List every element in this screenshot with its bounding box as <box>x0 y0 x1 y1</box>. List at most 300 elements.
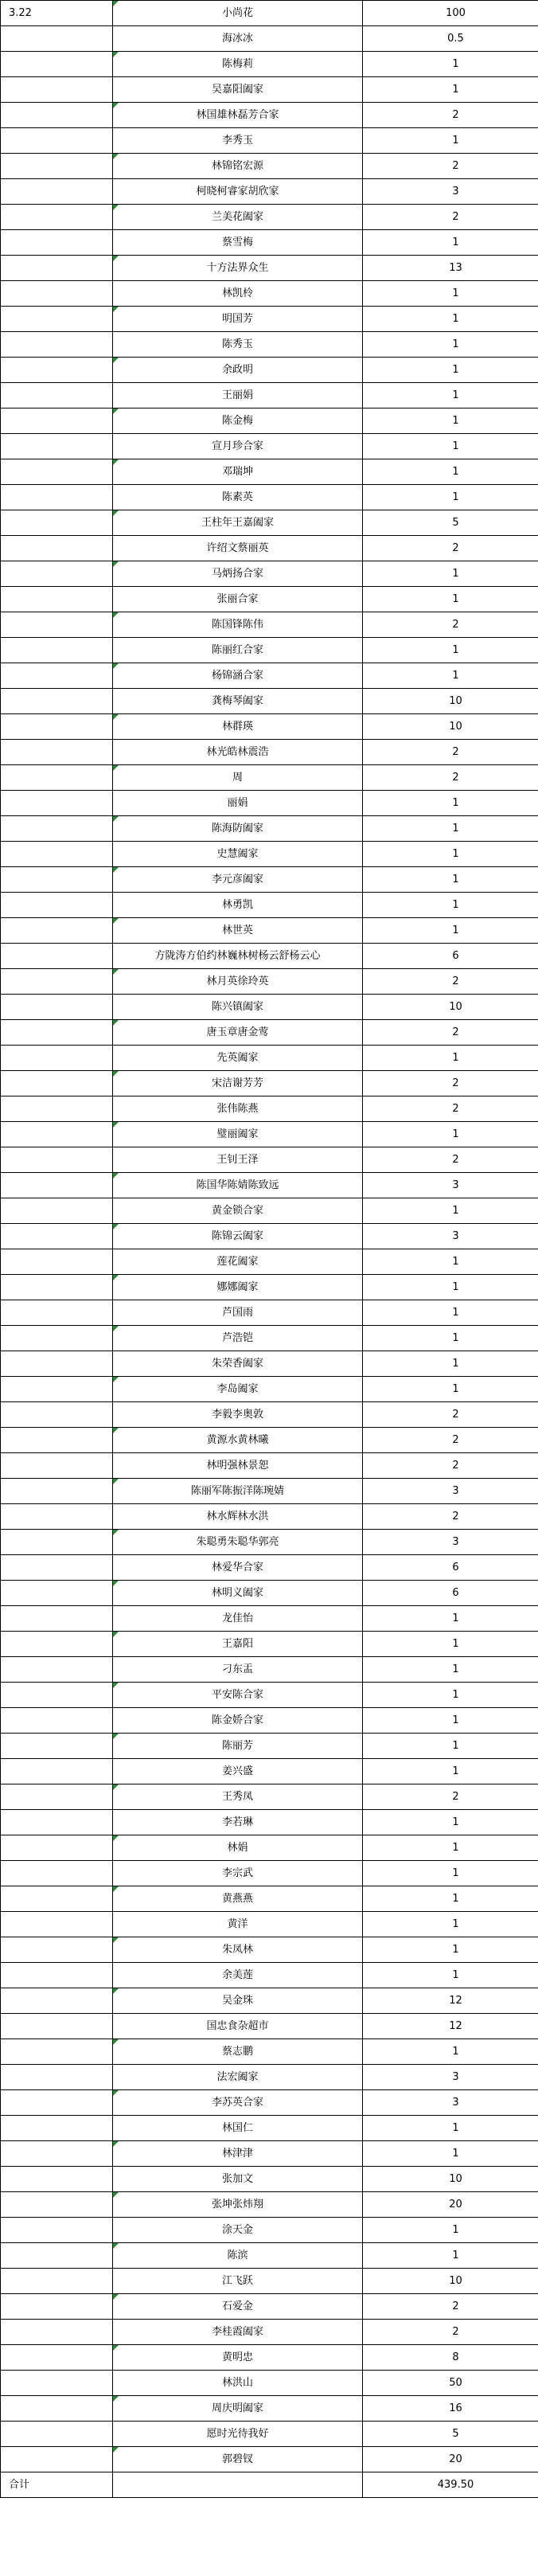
table-row <box>1 2167 538 2192</box>
date-cell <box>1 663 113 689</box>
date-cell <box>1 1147 113 1173</box>
donor-name: 余政明 <box>221 364 253 376</box>
date-cell <box>1 307 113 332</box>
cell-marker-icon <box>113 2039 119 2045</box>
cell-marker-icon <box>113 1071 119 1077</box>
cell-marker-icon <box>113 2396 119 2402</box>
date-cell <box>1 612 113 638</box>
amount-cell: 1 <box>363 2218 538 2243</box>
table-row <box>1 638 538 663</box>
donor-name: 黄金锁合家 <box>211 1205 263 1217</box>
donor-name-cell <box>113 2090 363 2116</box>
date-cell <box>1 332 113 358</box>
donor-name: 陈滨 <box>227 2250 248 2261</box>
table-row <box>1 995 538 1020</box>
cell-marker-icon <box>113 561 119 567</box>
cell-marker-icon <box>113 1835 119 1841</box>
table-body <box>1 1 538 2472</box>
table-row <box>1 765 538 791</box>
cell-marker-icon <box>113 307 119 312</box>
cell-marker-icon <box>113 1020 119 1026</box>
amount-cell: 1 <box>363 1734 538 1759</box>
donor-name: 张加文 <box>221 2173 253 2185</box>
date-cell <box>1 867 113 893</box>
table-row <box>1 1555 538 1581</box>
cell-marker-icon <box>113 1428 119 1433</box>
amount-cell: 1 <box>363 281 538 307</box>
table-row <box>1 2065 538 2090</box>
amount-cell: 1 <box>363 2039 538 2065</box>
donor-name-cell <box>113 1275 363 1300</box>
amount-cell: 12 <box>363 1988 538 2014</box>
date-cell <box>1 1351 113 1377</box>
donor-name-cell <box>113 2192 363 2218</box>
amount-cell: 1 <box>363 1810 538 1835</box>
date-cell <box>1 1096 113 1122</box>
date-cell <box>1 1 113 26</box>
date-cell <box>1 791 113 816</box>
donor-name-cell <box>113 714 363 740</box>
cell-marker-icon <box>113 1122 119 1128</box>
table-row <box>1 1351 538 1377</box>
date-cell <box>1 689 113 714</box>
donor-name-cell <box>113 1402 363 1428</box>
amount-cell: 1 <box>363 1632 538 1657</box>
donor-name-cell <box>113 587 363 612</box>
donor-name-cell <box>113 332 363 358</box>
donor-name: 朱凤林 <box>221 1944 253 1956</box>
date-cell <box>1 1402 113 1428</box>
donor-name: 陈兴镇阖家 <box>211 1001 263 1013</box>
table-row <box>1 689 538 714</box>
table-row <box>1 2141 538 2167</box>
donor-name: 林国仁 <box>221 2122 253 2134</box>
donor-name-cell <box>113 128 363 154</box>
donor-name-cell <box>113 1 363 26</box>
donor-name-cell <box>113 26 363 52</box>
donor-name: 王柱年王嘉阖家 <box>201 517 274 529</box>
date-cell <box>1 2422 113 2447</box>
donor-name-cell <box>113 281 363 307</box>
date-cell <box>1 230 113 256</box>
donor-name-cell <box>113 2320 363 2345</box>
table-row <box>1 485 538 510</box>
date-cell <box>1 1632 113 1657</box>
amount-cell: 2 <box>363 2294 538 2320</box>
cell-marker-icon <box>113 510 119 516</box>
table-row <box>1 893 538 918</box>
table-row <box>1 281 538 307</box>
date-cell <box>1 944 113 969</box>
donor-name: 林勇凯 <box>221 899 253 911</box>
table-row <box>1 2192 538 2218</box>
cell-marker-icon <box>113 1173 119 1179</box>
table-row <box>1 1071 538 1096</box>
date-cell <box>1 1963 113 1988</box>
amount-cell: 10 <box>363 689 538 714</box>
table-row <box>1 1708 538 1734</box>
table-row <box>1 1632 538 1657</box>
date-cell <box>1 1504 113 1530</box>
donor-name: 柯晓柯睿家胡欣家 <box>196 186 279 197</box>
table-row <box>1 230 538 256</box>
date-cell <box>1 1224 113 1249</box>
donor-name-cell <box>113 2218 363 2243</box>
donor-name: 林月英徐玲英 <box>206 975 269 987</box>
date-cell <box>1 1530 113 1555</box>
table-row <box>1 77 538 103</box>
table-row <box>1 1861 538 1886</box>
cell-marker-icon <box>113 969 119 975</box>
date-cell <box>1 408 113 434</box>
date-cell <box>1 1581 113 1606</box>
amount-cell: 1 <box>363 1759 538 1784</box>
table-row <box>1 1937 538 1963</box>
amount-cell: 1 <box>363 434 538 459</box>
donor-name-cell <box>113 256 363 281</box>
donor-name: 十方法界众生 <box>206 262 269 274</box>
donor-name: 陈金娇合家 <box>211 1714 263 1726</box>
amount-cell: 1 <box>363 128 538 154</box>
donor-name: 陈锦云阖家 <box>211 1230 263 1242</box>
date-cell <box>1 765 113 791</box>
table-row <box>1 459 538 485</box>
date-cell <box>1 2243 113 2269</box>
date-cell <box>1 1020 113 1046</box>
donor-name-cell <box>113 969 363 995</box>
table-row <box>1 2396 538 2422</box>
amount-cell: 1 <box>363 358 538 383</box>
donor-name: 李宗武 <box>221 1867 253 1879</box>
date-cell <box>1 281 113 307</box>
donor-name: 王嘉阳 <box>221 1638 253 1650</box>
donor-name: 杨锦涵合家 <box>211 670 263 682</box>
donor-name: 法宏阖家 <box>216 2071 259 2083</box>
amount-cell: 50 <box>363 2371 538 2396</box>
donor-name-cell <box>113 230 363 256</box>
donor-name: 方陇涛方伯约林巍林树杨云舒杨云心 <box>154 950 321 962</box>
date-cell <box>1 2167 113 2192</box>
amount-cell: 1 <box>363 1046 538 1071</box>
donor-name: 璧丽阖家 <box>216 1128 259 1140</box>
amount-cell: 5 <box>363 510 538 536</box>
donor-name: 李桂霞阖家 <box>211 2326 263 2338</box>
date-cell <box>1 2320 113 2345</box>
donor-name-cell <box>113 1504 363 1530</box>
date-cell <box>1 1657 113 1683</box>
amount-cell: 1 <box>363 383 538 408</box>
total-row <box>1 2472 538 2498</box>
cell-marker-icon <box>113 358 119 363</box>
amount-cell: 100 <box>363 1 538 26</box>
date-cell <box>1 816 113 842</box>
amount-cell: 10 <box>363 995 538 1020</box>
cell-marker-icon <box>113 2090 119 2096</box>
amount-cell: 3 <box>363 1224 538 1249</box>
amount-cell: 1 <box>363 791 538 816</box>
donor-name: 江飞跃 <box>221 2275 253 2287</box>
donor-name-cell <box>113 2141 363 2167</box>
donor-name-cell <box>113 1759 363 1784</box>
donor-name-cell <box>113 1249 363 1275</box>
date-cell <box>1 26 113 52</box>
table-row <box>1 1988 538 2014</box>
donor-name-cell <box>113 944 363 969</box>
donor-name-cell <box>113 1453 363 1479</box>
donor-name-cell <box>113 1428 363 1453</box>
cell-marker-icon <box>113 408 119 414</box>
date-cell <box>1 1122 113 1147</box>
donor-name-cell <box>113 2243 363 2269</box>
donor-name: 王秀凤 <box>221 1791 253 1803</box>
donor-name-cell <box>113 1122 363 1147</box>
donor-name-cell <box>113 383 363 408</box>
table-row <box>1 2447 538 2472</box>
date-cell <box>1 1708 113 1734</box>
date-cell <box>1 52 113 77</box>
table-row <box>1 1657 538 1683</box>
donor-name: 邓瑞坤 <box>221 466 253 478</box>
date-cell <box>1 1377 113 1402</box>
table-row <box>1 332 538 358</box>
donor-name-cell <box>113 765 363 791</box>
donor-name-cell <box>113 1683 363 1708</box>
cell-marker-icon <box>113 1581 119 1586</box>
table-row <box>1 1810 538 1835</box>
cell-marker-icon <box>113 2294 119 2300</box>
donor-name-cell <box>113 561 363 587</box>
date-cell <box>1 2065 113 2090</box>
donor-name: 陈国锋陈伟 <box>211 619 263 631</box>
date-cell <box>1 1759 113 1784</box>
table-row <box>1 1326 538 1351</box>
donor-name-cell <box>113 893 363 918</box>
cell-marker-icon <box>113 612 119 618</box>
donor-name-cell <box>113 1555 363 1581</box>
amount-cell: 1 <box>363 867 538 893</box>
donor-name: 张坤张炜翔 <box>211 2199 263 2211</box>
table-row <box>1 2243 538 2269</box>
date-cell <box>1 1479 113 1504</box>
donor-name: 兰美花阖家 <box>211 211 263 223</box>
amount-cell: 1 <box>363 1683 538 1708</box>
date-cell <box>1 918 113 944</box>
date-cell <box>1 256 113 281</box>
table-row <box>1 816 538 842</box>
donor-name: 林国雄林磊芳合家 <box>196 109 279 121</box>
donor-name: 黄燕燕 <box>221 1893 253 1905</box>
table-row <box>1 1479 538 1504</box>
amount-cell: 20 <box>363 2192 538 2218</box>
cell-marker-icon <box>113 816 119 822</box>
donor-name: 小尚花 <box>221 7 253 19</box>
donor-name: 朱聪勇朱聪华郭亮 <box>196 1536 279 1548</box>
donor-name: 涂天金 <box>221 2224 253 2236</box>
cell-marker-icon <box>113 2447 119 2453</box>
amount-cell: 2 <box>363 1020 538 1046</box>
date-cell <box>1 1734 113 1759</box>
donor-name: 海冰冰 <box>221 33 253 45</box>
amount-cell: 1 <box>363 52 538 77</box>
donor-name-cell <box>113 2014 363 2039</box>
date-cell <box>1 2039 113 2065</box>
donor-name: 林洪山 <box>221 2377 253 2389</box>
amount-cell: 2 <box>363 103 538 128</box>
cell-marker-icon <box>113 1326 119 1331</box>
amount-cell: 1 <box>363 2141 538 2167</box>
amount-cell: 1 <box>363 1708 538 1734</box>
date-cell <box>1 969 113 995</box>
amount-cell: 1 <box>363 893 538 918</box>
donor-name-cell <box>113 1886 363 1912</box>
amount-cell: 1 <box>363 1300 538 1326</box>
donor-name-cell <box>113 408 363 434</box>
date-cell <box>1 587 113 612</box>
donor-name-cell <box>113 2422 363 2447</box>
table-row <box>1 128 538 154</box>
total-amount: 439.50 <box>363 2472 538 2498</box>
date-cell <box>1 1912 113 1937</box>
amount-cell: 3 <box>363 1173 538 1198</box>
table-row <box>1 842 538 867</box>
donor-name: 刁东盂 <box>221 1663 253 1675</box>
donor-name-cell <box>113 434 363 459</box>
cell-marker-icon <box>113 1530 119 1535</box>
donor-name-cell <box>113 2447 363 2472</box>
date-cell <box>1 2014 113 2039</box>
donor-name: 朱荣香阖家 <box>211 1358 263 1370</box>
amount-cell: 6 <box>363 944 538 969</box>
donor-name: 王钊王泽 <box>216 1154 259 1166</box>
table-row <box>1 1377 538 1402</box>
date-cell <box>1 2116 113 2141</box>
date-cell <box>1 842 113 867</box>
donor-name-cell <box>113 1300 363 1326</box>
donor-name: 林凯柃 <box>221 287 253 299</box>
donor-name-cell <box>113 2294 363 2320</box>
donor-name-cell <box>113 1657 363 1683</box>
cell-marker-icon <box>113 1224 119 1229</box>
donor-name: 张伟陈燕 <box>216 1103 259 1115</box>
date-cell <box>1 561 113 587</box>
date-cell <box>1 383 113 408</box>
date-cell <box>1 2345 113 2371</box>
cell-marker-icon <box>113 2192 119 2198</box>
donor-name-cell <box>113 1912 363 1937</box>
donor-name-cell <box>113 485 363 510</box>
donor-name: 唐玉章唐金莺 <box>206 1026 269 1038</box>
table-row <box>1 1581 538 1606</box>
donor-name: 龚梅琴阖家 <box>211 695 263 707</box>
donor-name: 陈金梅 <box>221 415 253 427</box>
table-row <box>1 1275 538 1300</box>
amount-cell: 1 <box>363 918 538 944</box>
donor-name: 莲花阖家 <box>216 1256 259 1268</box>
cell-marker-icon <box>113 2141 119 2147</box>
donor-name: 余美莲 <box>221 1969 253 1981</box>
table-row <box>1 179 538 205</box>
table-row <box>1 510 538 536</box>
table-row <box>1 1759 538 1784</box>
donor-name-cell <box>113 154 363 179</box>
donor-name: 林娟 <box>227 1842 248 1854</box>
amount-cell: 1 <box>363 1861 538 1886</box>
date-cell <box>1 1988 113 2014</box>
donor-name-cell <box>113 1377 363 1402</box>
donor-name-cell <box>113 2039 363 2065</box>
table-row <box>1 434 538 459</box>
amount-cell: 3 <box>363 1530 538 1555</box>
donor-name: 王丽娟 <box>221 389 253 401</box>
table-row <box>1 1963 538 1988</box>
donor-name-cell <box>113 2345 363 2371</box>
cell-marker-icon <box>113 1479 119 1484</box>
donor-name-cell <box>113 1861 363 1886</box>
date-cell <box>1 103 113 128</box>
table-row <box>1 1249 538 1275</box>
donor-name: 张丽合家 <box>216 593 259 605</box>
donor-name-cell <box>113 1071 363 1096</box>
donor-name: 陈秀玉 <box>221 338 253 350</box>
donor-name: 石爱金 <box>221 2300 253 2312</box>
donor-name-cell <box>113 2065 363 2090</box>
table-row <box>1 154 538 179</box>
donor-name: 先英阖家 <box>216 1052 259 1064</box>
amount-cell: 1 <box>363 1122 538 1147</box>
donor-name: 陈国华陈婧陈致远 <box>196 1179 279 1191</box>
donor-name-cell <box>113 358 363 383</box>
cell-marker-icon <box>113 1886 119 1892</box>
table-row <box>1 969 538 995</box>
amount-cell: 10 <box>363 2269 538 2294</box>
donor-name: 黄洋 <box>227 1918 248 1930</box>
date-cell <box>1 1683 113 1708</box>
cell-marker-icon <box>113 256 119 261</box>
amount-cell: 1 <box>363 842 538 867</box>
donor-name-cell <box>113 205 363 230</box>
amount-cell: 2 <box>363 740 538 765</box>
date-cell <box>1 2269 113 2294</box>
amount-cell: 2 <box>363 612 538 638</box>
table-row <box>1 1198 538 1224</box>
donor-name: 许绍文蔡丽英 <box>206 542 269 554</box>
cell-marker-icon <box>113 1784 119 1790</box>
cell-marker-icon <box>113 1 119 6</box>
donor-name-cell <box>113 1581 363 1606</box>
donor-name-cell <box>113 1046 363 1071</box>
donor-name: 史慧阖家 <box>216 848 259 860</box>
table-row <box>1 1300 538 1326</box>
table-row <box>1 52 538 77</box>
amount-cell: 1 <box>363 2116 538 2141</box>
donor-name-cell <box>113 791 363 816</box>
date-cell <box>1 2218 113 2243</box>
amount-cell: 3 <box>363 179 538 205</box>
donor-name: 蔡志鹏 <box>221 2046 253 2058</box>
cell-marker-icon <box>113 663 119 669</box>
donor-name: 愿时光待我好 <box>206 2428 269 2440</box>
amount-cell: 2 <box>363 1784 538 1810</box>
date-cell <box>1 2192 113 2218</box>
table-row <box>1 358 538 383</box>
cell-marker-icon <box>113 52 119 57</box>
date-cell <box>1 1861 113 1886</box>
table-row <box>1 1402 538 1428</box>
amount-cell: 1 <box>363 2243 538 2269</box>
table-row <box>1 1886 538 1912</box>
donor-name-cell <box>113 1530 363 1555</box>
amount-cell: 1 <box>363 408 538 434</box>
